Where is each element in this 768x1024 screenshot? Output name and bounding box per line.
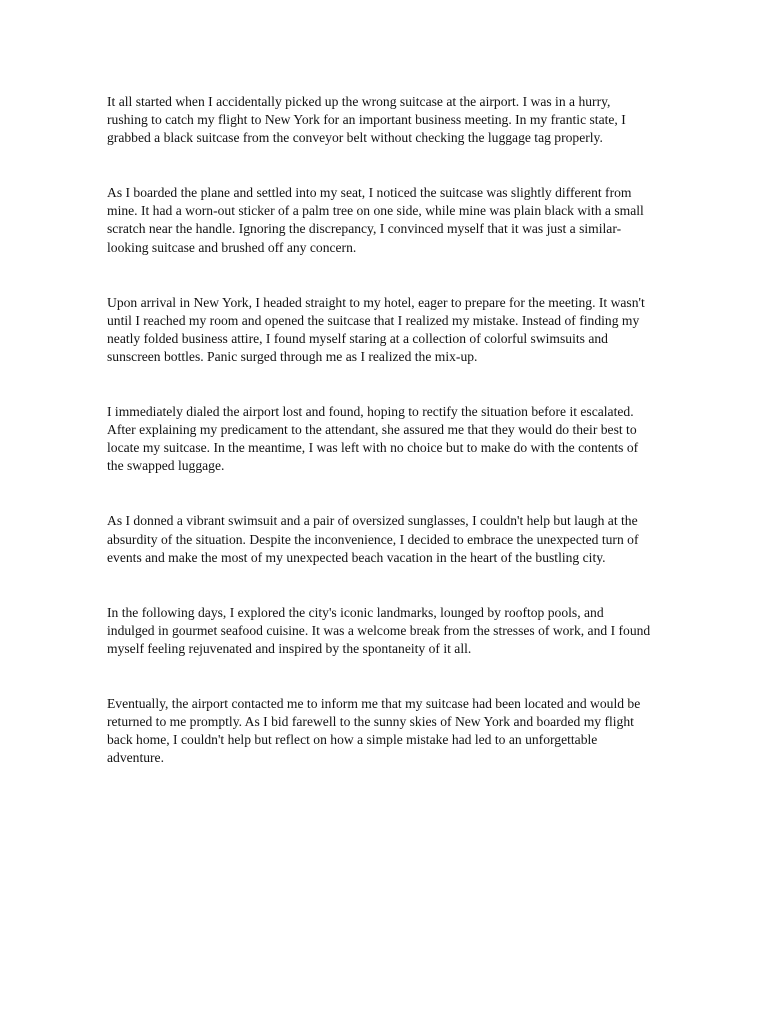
paragraph-line: locate my suitcase. In the meantime, I was left with no choice but to make do with the contents of: [107, 440, 639, 456]
paragraph-line: As I donned a vibrant swimsuit and a pair of oversized sunglasses, I couldn't help but laugh at the: [107, 513, 638, 529]
paragraph-line: In the following days, I explored the city's iconic landmarks, lounged by rooftop pools, and: [107, 604, 604, 620]
paragraph-line: Upon arrival in New York, I headed straight to my hotel, eager to prepare for the meeting. It wasn't: [107, 294, 645, 310]
paragraph-line: returned to me promptly. As I bid farewell to the sunny skies of New York and boarded my flight: [107, 714, 634, 730]
paragraph-line: adventure.: [107, 750, 164, 766]
paragraph-line: rushing to catch my flight to New York for an important business meeting. In my frantic state, I: [107, 112, 626, 128]
paragraph-line: grabbed a black suitcase from the conveyor belt without checking the luggage tag properly.: [107, 130, 603, 146]
paragraph-line: the swapped luggage.: [107, 458, 225, 474]
paragraph-line: It all started when I accidentally picked up the wrong suitcase at the airport. I was in a hurry,: [107, 94, 611, 109]
paragraph-line: until I reached my room and opened the suitcase that I realized my mistake. Instead of finding my: [107, 312, 640, 328]
paragraph-3: [107, 294, 667, 366]
paragraph-2: [107, 184, 667, 256]
paragraph-6: [107, 604, 667, 658]
paragraph-line: indulged in gourmet seafood cuisine. It was a welcome break from the stresses of work, and I found: [107, 622, 651, 638]
paragraph-line: myself feeling rejuvenated and inspired by the spontaneity of it all.: [107, 640, 472, 656]
paragraph-line: I immediately dialed the airport lost and found, hoping to rectify the situation before it escalated.: [107, 404, 634, 420]
paragraph-7: [107, 695, 667, 767]
paragraph-line: scratch near the handle. Ignoring the discrepancy, I convinced myself that it was just a similar-: [107, 221, 622, 237]
paragraph-line: Eventually, the airport contacted me to inform me that my suitcase had been located and would be: [107, 695, 641, 711]
paragraph-line: neatly folded business attire, I found myself staring at a collection of colorful swimsuits and: [107, 330, 608, 346]
paragraph-4: [107, 403, 667, 475]
paragraph-line: mine. It had a worn-out sticker of a palm tree on one side, while mine was plain black with a small: [107, 203, 644, 219]
paragraph-line: looking suitcase and brushed off any concern.: [107, 239, 357, 255]
paragraph-line: absurdity of the situation. Despite the inconvenience, I decided to embrace the unexpected turn of: [107, 531, 639, 547]
paragraph-line: events and make the most of my unexpected beach vacation in the heart of the bustling city.: [107, 549, 606, 565]
paragraph-5: [107, 512, 667, 566]
paragraph-line: After explaining my predicament to the attendant, she assured me that they would do their best to: [107, 422, 637, 438]
paragraph-1: [107, 93, 667, 147]
paragraph-line: back home, I couldn't help but reflect on how a simple mistake had led to an unforgettable: [107, 732, 598, 748]
paragraph-line: As I boarded the plane and settled into my seat, I noticed the suitcase was slightly different from: [107, 185, 632, 201]
document-page: [107, 93, 667, 767]
paragraph-line: sunscreen bottles. Panic surged through me as I realized the mix-up.: [107, 348, 478, 364]
